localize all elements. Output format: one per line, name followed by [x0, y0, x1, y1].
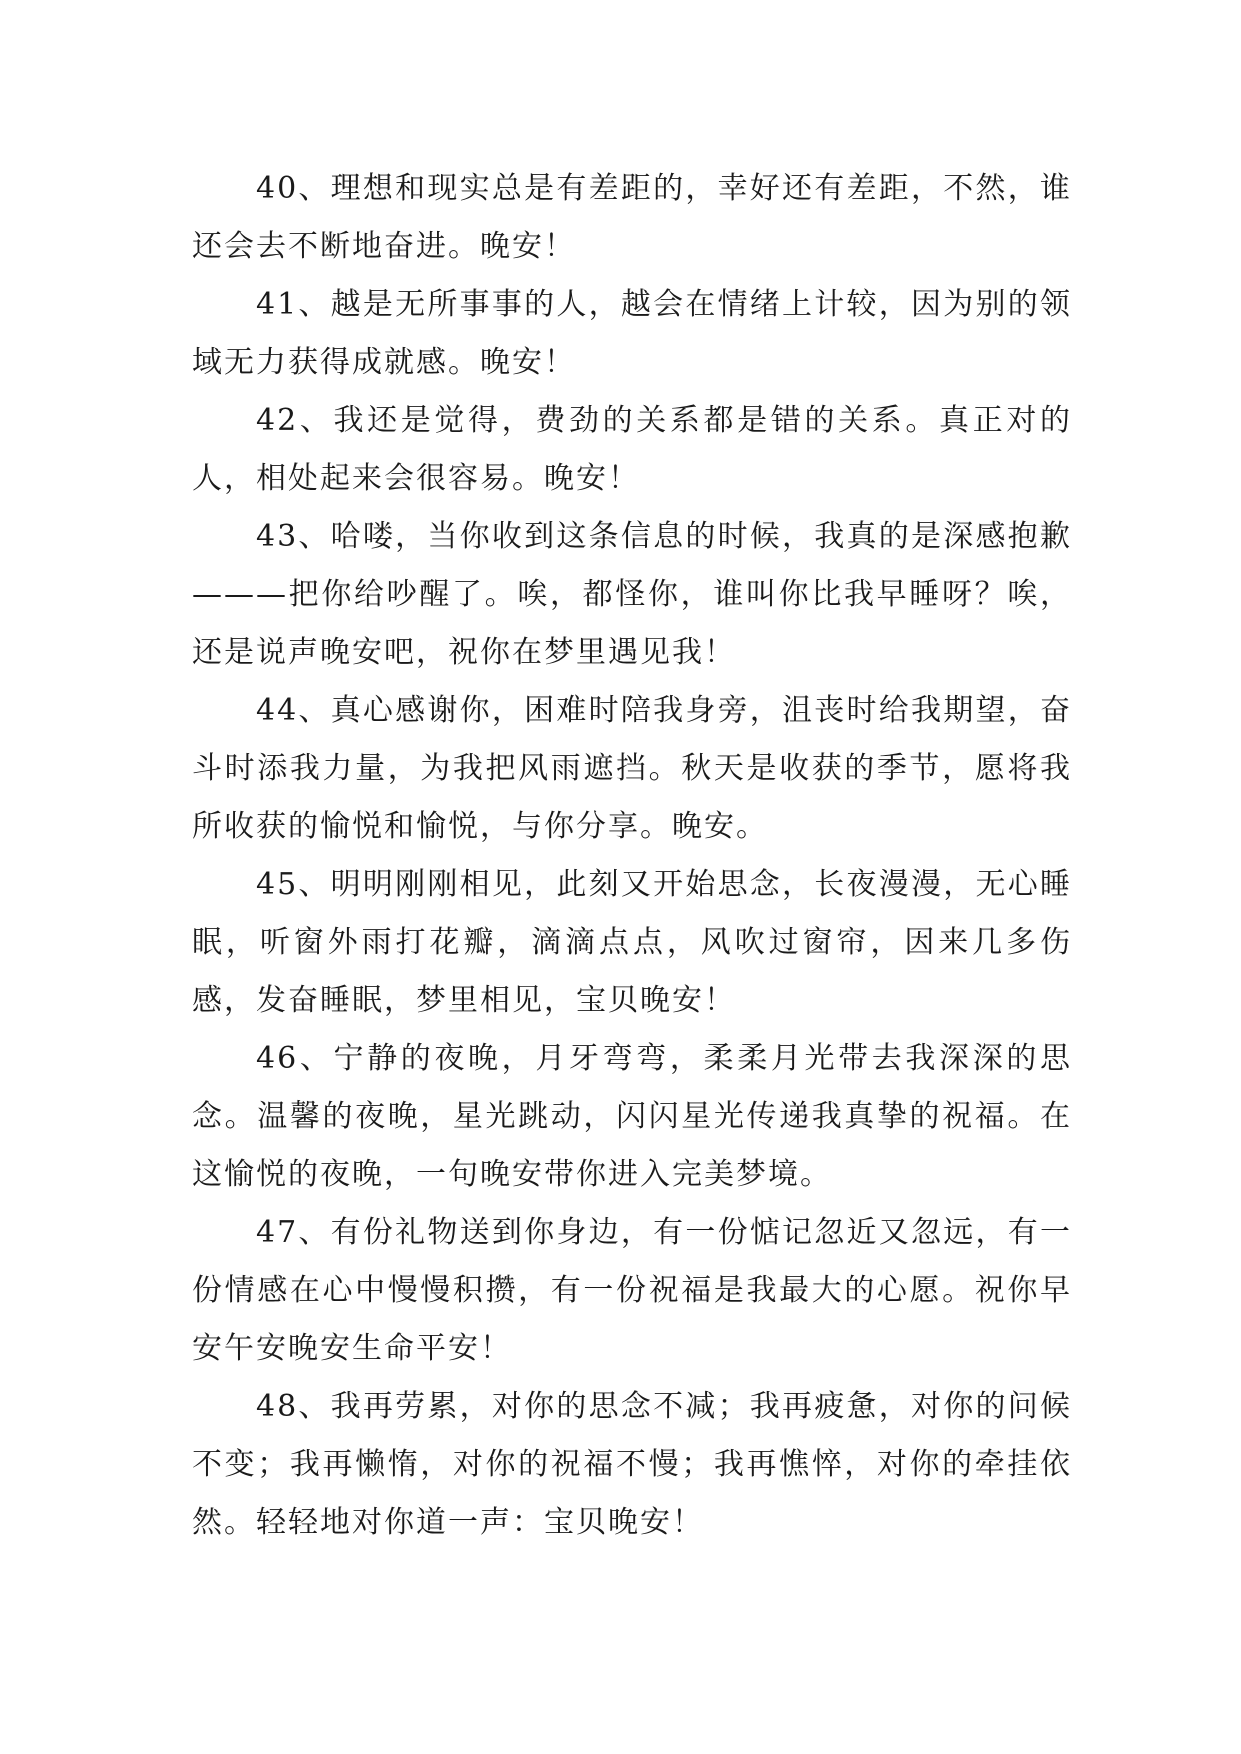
paragraph-43: 43、哈喽，当你收到这条信息的时候，我真的是深感抱歉———把你给吵醒了。唉，都怪你，谁叫你比我早睡呀？唉，还是说声晚安吧，祝你在梦里遇见我！ [192, 519, 1072, 670]
document-body [192, 160, 1072, 1552]
paragraph-47: 47、有份礼物送到你身边，有一份惦记忽近又忽远，有一份情感在心中慢慢积攒，有一份祝福是我最大的心愿。祝你早安午安晚安生命平安！ [192, 1215, 1072, 1366]
paragraph-41: 41、越是无所事事的人，越会在情绪上计较，因为别的领域无力获得成就感。晚安！ [192, 287, 1072, 380]
paragraph-42: 42、我还是觉得，费劲的关系都是错的关系。真正对的人，相处起来会很容易。晚安！ [192, 403, 1072, 496]
paragraph-48: 48、我再劳累，对你的思念不减；我再疲惫，对你的问候不变；我再懒惰，对你的祝福不慢；我再憔悴，对你的牵挂依然。轻轻地对你道一声：宝贝晚安！ [192, 1389, 1072, 1540]
paragraph-44: 44、真心感谢你，困难时陪我身旁，沮丧时给我期望，奋斗时添我力量，为我把风雨遮挡。秋天是收获的季节，愿将我所收获的愉悦和愉悦，与你分享。晚安。 [192, 693, 1072, 844]
paragraph-46: 46、宁静的夜晚，月牙弯弯，柔柔月光带去我深深的思念。温馨的夜晚，星光跳动，闪闪星光传递我真挚的祝福。在这愉悦的夜晚，一句晚安带你进入完美梦境。 [192, 1041, 1072, 1192]
paragraph-40: 40、理想和现实总是有差距的，幸好还有差距，不然，谁还会去不断地奋进。晚安！ [192, 171, 1072, 264]
paragraph-45: 45、明明刚刚相见，此刻又开始思念，长夜漫漫，无心睡眠，听窗外雨打花瓣，滴滴点点，风吹过窗帘，因来几多伤感，发奋睡眠，梦里相见，宝贝晚安！ [192, 867, 1072, 1018]
